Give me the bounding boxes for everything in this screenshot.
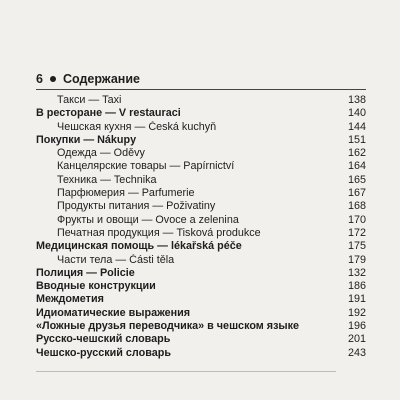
section-title: Содержание: [62, 72, 140, 86]
toc-entry: [36, 333, 366, 346]
toc-entry: [36, 307, 366, 320]
toc-entry: [36, 254, 366, 267]
toc-entry-title: Медицинская помощь — lékařská péče: [36, 240, 242, 253]
bullet-icon: [50, 76, 56, 82]
toc-entry-page: 201: [347, 333, 366, 346]
toc-entry-title: Русско-чешский словарь: [36, 333, 171, 346]
toc-entry: [36, 107, 366, 120]
toc-entry-page: 172: [347, 226, 366, 239]
toc-entry: [36, 227, 366, 240]
toc-entry-page: 164: [347, 160, 366, 173]
toc-entry-page: 192: [347, 306, 366, 319]
toc-entry: [36, 320, 366, 333]
toc-entry-title: Чешско-русский словарь: [36, 346, 171, 359]
toc-entry-page: 175: [347, 240, 366, 253]
toc-entry-page: 165: [347, 173, 366, 186]
toc-entry: [36, 214, 366, 227]
toc-entry-page: 151: [347, 133, 366, 146]
toc-entry-title: Одежда — Oděvy: [57, 147, 145, 160]
toc-entry-page: 132: [347, 266, 366, 279]
toc-entry-page: 196: [347, 320, 366, 333]
toc-entry: [36, 134, 366, 147]
toc-entry: [36, 240, 366, 253]
toc-entry-page: 179: [347, 253, 366, 266]
toc-entry-page: 140: [347, 107, 366, 120]
toc-entry-title: Вводные конструкции: [36, 280, 156, 293]
toc-entry-title: Междометия: [36, 293, 104, 306]
toc-entry-title: Фрукты и овощи — Ovoce a zelenina: [57, 213, 239, 226]
toc-entry: [36, 347, 366, 360]
toc-entry-title: Полиция — Policie: [36, 266, 135, 279]
toc-entry-title: Печатная продукция — Tisková produkce: [57, 226, 261, 239]
toc-entry: [36, 121, 366, 134]
toc-entry-title: Техника — Technika: [57, 173, 157, 186]
toc-entry: [36, 293, 366, 306]
bottom-divider: [36, 371, 336, 372]
toc-entry-title: В ресторане — V restauraci: [36, 107, 181, 120]
toc-entry: [36, 280, 366, 293]
toc-entry: [36, 187, 366, 200]
toc-entry-title: Такси — Taxi: [57, 94, 122, 106]
toc-entry-title: Идиоматические выражения: [36, 306, 191, 319]
toc-entry-page: 144: [347, 120, 366, 133]
toc-entry-title: Покупки — Nákupy: [36, 133, 137, 146]
toc-entry-page: 243: [347, 346, 366, 359]
toc-entry: [36, 160, 366, 173]
toc-entry-page: 191: [347, 293, 366, 306]
toc-entry-title: «Ложные друзья переводчика» в чешском языке: [36, 320, 300, 333]
toc-entry-page: 170: [347, 213, 366, 226]
toc-entry-title: Канцелярские товары — Papírnictví: [57, 160, 235, 173]
toc-entry-page: 138: [347, 94, 366, 106]
toc-entry-title: Парфюмерия — Parfumerie: [57, 187, 195, 200]
toc-entry: [36, 200, 366, 213]
page-number: 6: [36, 72, 43, 86]
toc-entry: [36, 174, 366, 187]
toc-entry-page: 168: [347, 200, 366, 213]
toc-entry: [36, 94, 366, 107]
toc-entry: [36, 267, 366, 280]
toc-entry-title: Продукты питания — Poživatiny: [57, 200, 216, 213]
toc-entry-page: 162: [347, 147, 366, 160]
toc-entry: [36, 147, 366, 160]
toc-entry-title: Части тела — Části těla: [57, 253, 175, 266]
toc-entry-page: 167: [347, 187, 366, 200]
page-header: [36, 72, 140, 86]
toc-entry-page: 186: [347, 280, 366, 293]
header-rule: [36, 89, 366, 90]
toc-entry-title: Чешская кухня — Česká kuchyň: [57, 120, 217, 133]
table-of-contents: [36, 94, 366, 360]
